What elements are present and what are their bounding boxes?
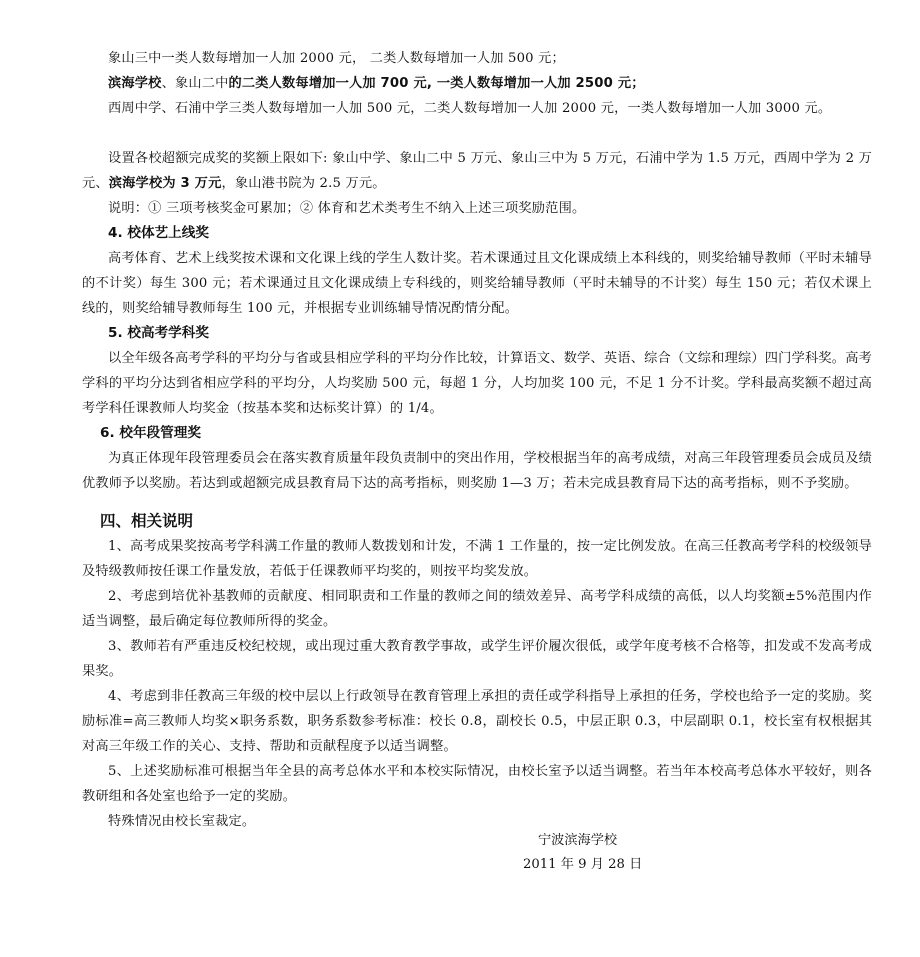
- text-bold: 的二类人数每增加一人加 700 元, 一类人数每增加一人加 2500 元；: [228, 76, 645, 91]
- paragraph-note: [82, 196, 872, 221]
- paragraph-xiangshan-3: [82, 46, 872, 71]
- note-item: 4、考虑到非任教高三年级的校中层以上行政领导在教育管理上承担的责任或学科指导上承担的任务，学校也给予一定的奖励。奖励标准=高三教师人均奖×职务系数，职务系数参考标准：校长 0.8，副校长 0.5，中层正职 0.3，中层副职 0.1，校长室有权根据其对高三年级工作的关心、支持、帮助和贡献程度予以适当调整。: [82, 689, 872, 754]
- section-6-body: 为真正体现年段管理委员会在落实教育质量年段负责制中的突出作用，学校根据当年的高考成绩，对高三年段管理委员会成员及绩优教师予以奖励。若达到或超额完成县教育局下达的高考指标，则奖励 1—3 万；若未完成县教育局下达的高考指标，则不予奖励。: [82, 451, 872, 491]
- note-item: 3、教师若有严重违反校纪校规，或出现过重大教育教学事故，或学生评价履次很低，或学年度考核不合格等，扣发或不发高考成果奖。: [82, 639, 872, 679]
- text: 象山三中一类人数每增加一人加 2000 元， 二类人数每增加一人加 500 元；: [108, 51, 565, 66]
- text: 说明：① 三项考核奖金可累加；② 体育和艺术类考生不纳入上述三项奖励范围。: [108, 201, 586, 216]
- section-4-body: 高考体育、艺术上线奖按术课和文化课上线的学生人数计奖。若术课通过且文化课成绩上本科线的，则奖给辅导教师（平时未辅导的不计奖）每生 300 元；若术课通过且文化课成绩上专科线的，则奖给辅导教师（平时未辅导的不计奖）每生 150 元；若仅术课上线的，则奖给辅导教师每生 100 元，并根据专业训练辅导情况酌情分配。: [82, 251, 872, 316]
- paragraph-caps: [82, 146, 872, 196]
- text: 设置各校超额完成奖的奖额上限如下: 象山中学、象山二中 5 万元、象山三中为 5 万元，石浦中学为 1.5 万元，西周中学为 2 万元、: [82, 151, 872, 191]
- text-bold: 滨海学校为 3 万元: [108, 176, 222, 191]
- section-4-heading: 4. 校体艺上线奖: [108, 225, 209, 241]
- part-4-heading: 四、相关说明: [100, 512, 194, 530]
- note-item-special: 特殊情况由校长室裁定。: [108, 814, 256, 829]
- text: ，象山港书院为 2.5 万元。: [221, 176, 386, 191]
- section-5-body: 以全年级各高考学科的平均分与省或县相应学科的平均分作比较，计算语文、数学、英语、综合（文综和理综）四门学科奖。高考学科的平均分达到省相应学科的平均分，人均奖励 500 元，每超 1 分，人均加奖 100 元，不足 1 分不计奖。学科最高奖额不超过高考学科任课教师人均奖金（按基本奖和达标奖计算）的 1/4。: [82, 351, 872, 416]
- section-6-heading: 6. 校年段管理奖: [100, 425, 201, 441]
- paragraph-binhai: [82, 71, 872, 96]
- section-5-heading: 5. 校高考学科奖: [108, 325, 209, 341]
- text: 、象山二中: [161, 76, 229, 91]
- note-item: 1、高考成果奖按高考学科满工作量的教师人数拨划和计发，不满 1 工作量的，按一定比例发放。在高三任教高考学科的校级领导及特级教师按任课工作量发放，若低于任课教师平均奖的，则按平均奖发放。: [82, 539, 872, 579]
- text: 西周中学、石浦中学三类人数每增加一人加 500 元，二类人数每增加一人加 2000 元，一类人数每增加一人加 3000 元。: [108, 101, 832, 116]
- note-item: 5、上述奖励标准可根据当年全县的高考总体水平和本校实际情况，由校长室予以适当调整。若当年本校高考总体水平较好，则各教研组和各处室也给予一定的奖励。: [82, 764, 872, 804]
- signature-date: 2011 年 9 月 28 日: [523, 857, 643, 872]
- text-bold: 滨海学校: [108, 76, 162, 91]
- note-item: 2、考虑到培优补基教师的贡献度、相同职责和工作量的教师之间的绩效差异、高考学科成绩的高低，以人均奖额±5%范围内作适当调整，最后确定每位教师所得的奖金。: [82, 589, 872, 629]
- signature-org: 宁波滨海学校: [538, 833, 618, 848]
- paragraph-xizhou-shipu: [82, 96, 872, 121]
